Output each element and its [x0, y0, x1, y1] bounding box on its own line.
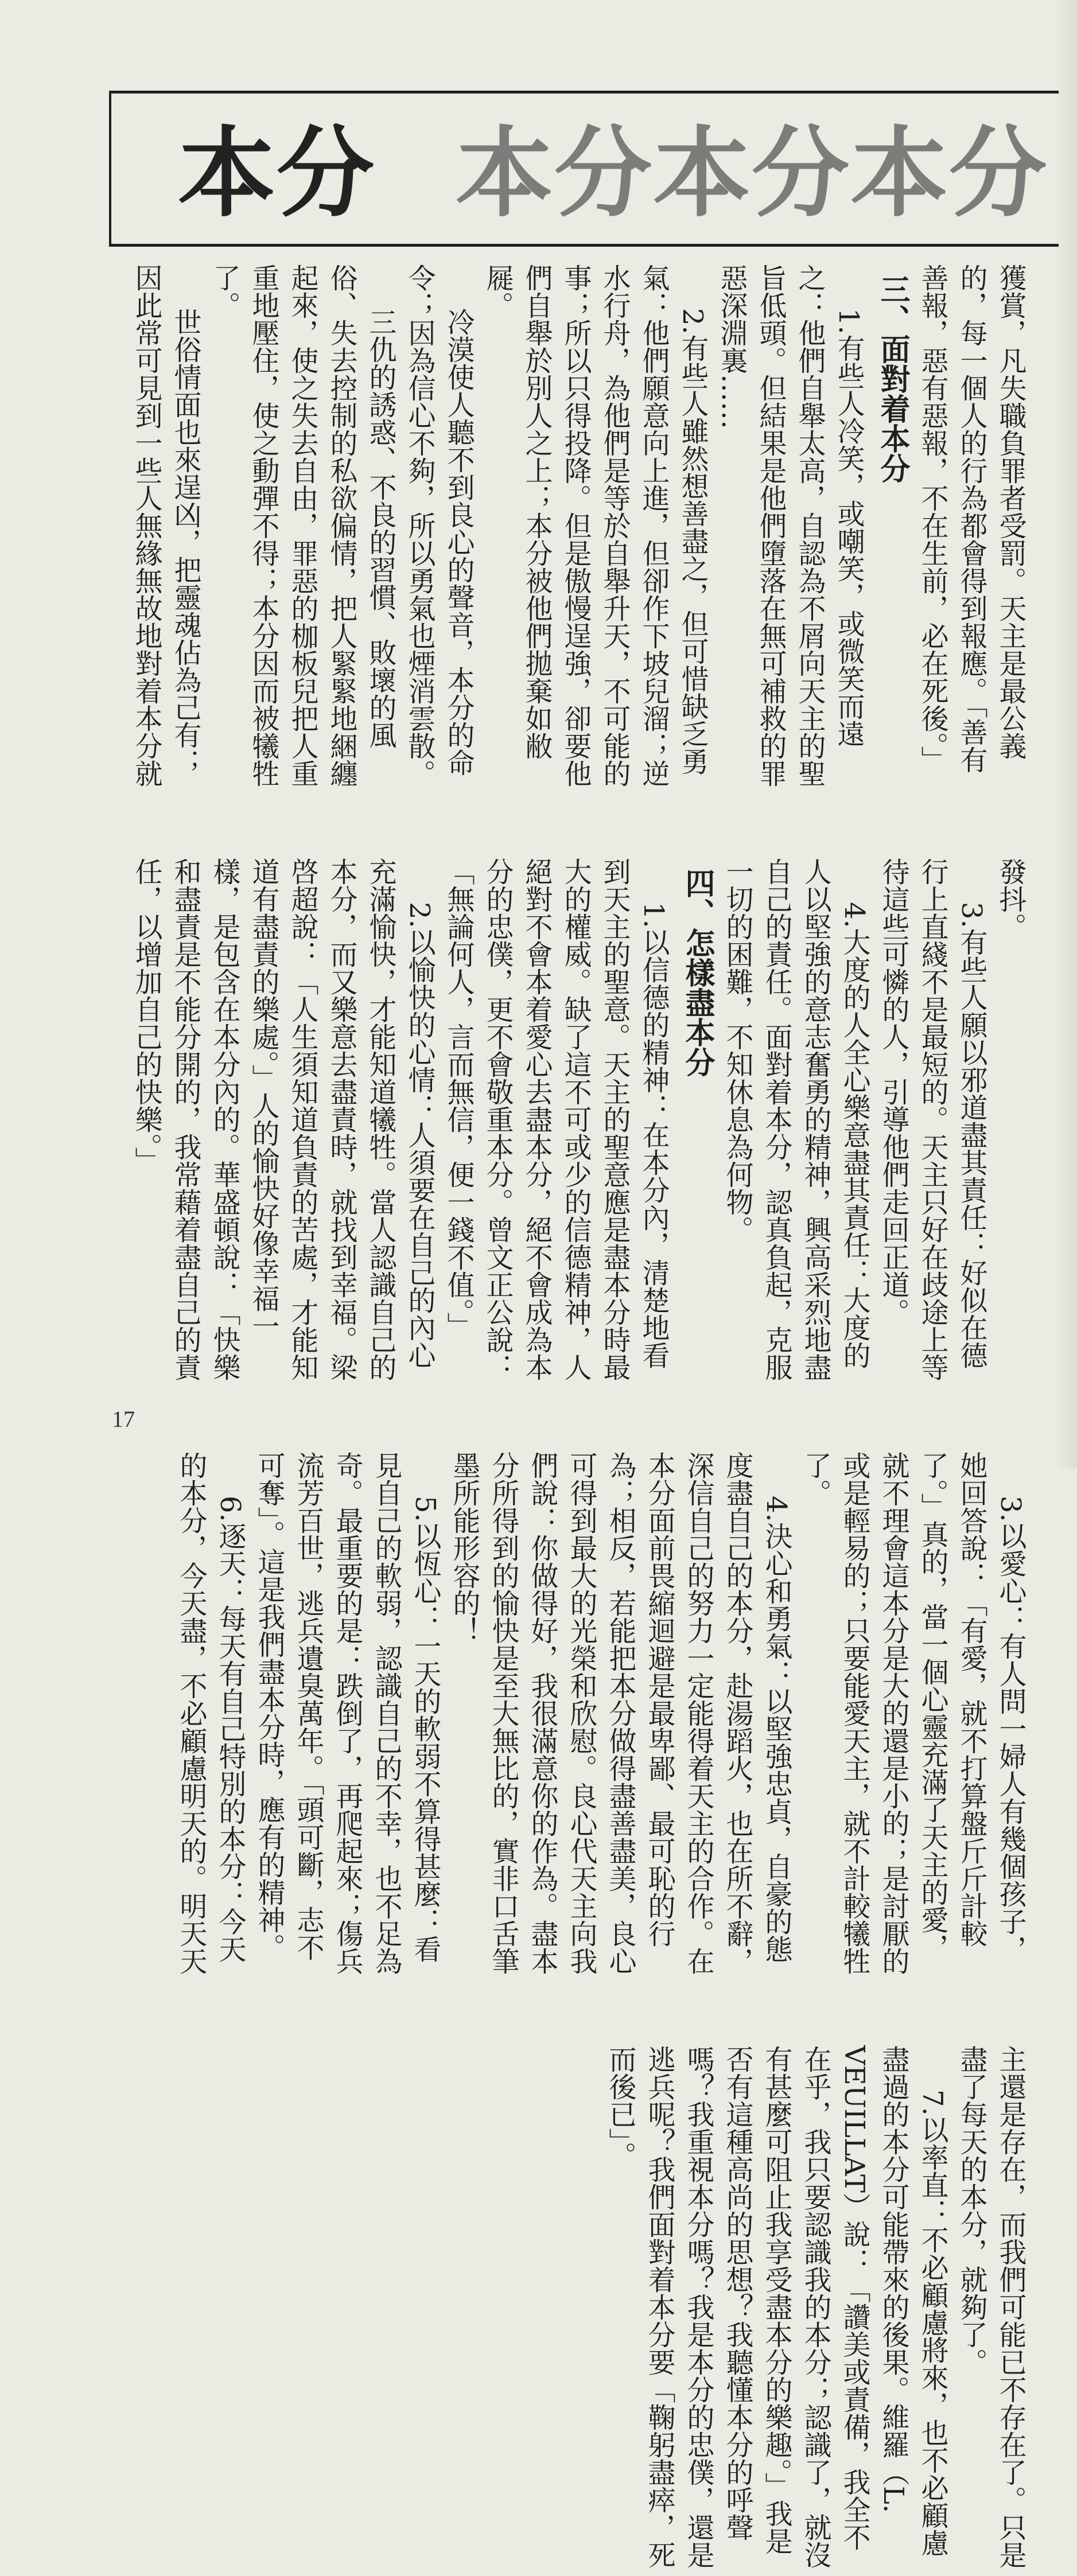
title-banner	[109, 91, 1059, 247]
s4-paragraph-4: 4.決心和勇氣：以堅強忠貞，自豪的態度盡自己的本分，赴湯蹈火，也在所不辭，深信自己的努力一定能得着天主的合作。在本分面前畏縮迴避是最卑鄙、最可恥的行為；相反，若能把本分做得盡善盡美，良心可得到最大的光榮和欣慰。良心代天主向我們說：你做得好，我很滿意你的作為。盡本分所得到的愉快是至大無比的，實非口舌筆墨所能形容的！	[448, 1452, 792, 1975]
section-4-heading: 四、怎樣盡本分	[680, 868, 714, 1077]
s4-paragraph-7: 7.以率直：不必顧慮將來，也不必顧慮盡過的本分可能帶來的後果。維羅（L. VEUILLAT）說：「讚美或責備，我全不在乎，我只要認識我的本分；認識了，就沒有甚麼可阻止我享受盡本分的樂趣。」我是否有這種高尚的思想？我聽懂本分的呼聲嗎？我重視本分嗎？我是本分的忠僕，還是逃兵呢？我們面對着本分要「鞠躬盡瘁，死而後已」。	[604, 2045, 948, 2569]
s3-paragraph-6: 3.有些人願以邪道盡其責任：好似在德行上直綫不是最短的。天主只好在歧途上等待這些可憐的人，引導他們走回正道。	[877, 858, 987, 1381]
s4-paragraph-6: 6.逐天：每天有自己特別的本分：今天的本分，今天盡，不必顧慮明天的。明天天主還是存在，而我們可能已不存在了。只是盡了每天的本分，就夠了。	[175, 1452, 1027, 2569]
page-title	[178, 116, 1048, 231]
section-3-heading: 三、面對着本分	[875, 274, 909, 483]
s3-paragraph-4: 三仇的誘惑、不良的習慣、敗壞的風俗、失去控制的私欲偏情，把人緊緊地綑纏起來，使之失去自由，罪惡的枷板兒把人重重地壓住，使之動彈不得；本分因而被犧牲了。	[208, 264, 396, 787]
s3-paragraph-1: 1.有些人冷笑，或嘲笑，或微笑而遠之：他們自舉太高，自認為不屑向天主的聖旨低頭。但結果是他們墮落在無可補救的罪惡深淵裏……	[716, 264, 865, 787]
page-number: 17	[112, 1406, 135, 1432]
banner-left-rule	[109, 94, 111, 244]
s4-paragraph-3: 3.以愛心：有人問一婦人有幾個孩子，她回答說：「有愛，就不打算盤斤斤計較了。」真的，當一個心靈充滿了天主的愛，就不理會這本分是大的還是小的；是討厭的或是輕易的；只要能愛天主，就不計較犧牲了。	[799, 1452, 1027, 1975]
lead-paragraph: 獲賞，凡失職負罪者受罰。天主是最公義的，每一個人的行為都會得到報應。「善有善報，惡有惡報，不在生前，必在死後。」	[916, 264, 1027, 773]
s3-paragraph-7: 4.大度的人全心樂意盡其責任：大度的人以堅強的意志奮勇的精神，興高采烈地盡自己的責任。面對着本分，認真負起，克服一切的困難，不知休息為何物。	[721, 858, 870, 1381]
title-light: 本分本分本分	[456, 117, 1048, 231]
s3-paragraph-3: 冷漠使人聽不到良心的聲音，本分的命令；因為信心不夠，所以勇氣也煙消雲散。	[403, 264, 475, 787]
s3-paragraph-5: 世俗情面也來逞凶，把靈魂佔為己有；因此常可見到一些人無緣無故地對着本分就發抖。	[130, 264, 1027, 940]
title-dark: 本分	[178, 117, 376, 231]
s4-paragraph-1: 1.以信德的精神：在本分內，清楚地看到天主的聖意。天主的聖意應是盡本分時最大的權威。缺了這不可或少的信德精神，人絕對不會本着愛心去盡本分，絕不會成為本分的忠僕，更不會敬重本分。曾文正公說：「無論何人，言而無信，便一錢不值。」	[442, 858, 670, 1381]
scan-shadow	[1054, 0, 1077, 1469]
s4-paragraph-2: 2.以愉快的心情：人須要在自己的內心充滿愉快，才能知道犧牲。當人認識自己的本分，而又樂意去盡責時，就找到幸福。梁啓超說：「人生須知道負責的苦處，才能知道有盡責的樂處。」人的愉快好像幸福一樣，是包含在本分內的。華盛頓說：「快樂和盡責是不能分開的，我常藉着盡自己的責任，以增加自己的快樂。」	[130, 858, 436, 1381]
s3-paragraph-2: 2.有些人雖然想善盡之，但可惜缺乏勇氣：他們願意向上進，但卻作下坡兒溜；逆水行舟，為他們是等於自舉升天，不可能的事；所以只得投降。但是傲慢逞強，卻要他們自舉於別人之上；本分被他們拋棄如敝屣。	[481, 264, 709, 787]
s4-paragraph-5: 5.以恆心：一天的軟弱不算得甚麼：看見自己的軟弱，認識自己的不幸，也不足為奇。最重要的是：跌倒了，再爬起來；傷兵流芳百世，逃兵遺臭萬年。「頭可斷，志不可奪」。這是我們盡本分時，應有的精神。	[253, 1452, 441, 1975]
